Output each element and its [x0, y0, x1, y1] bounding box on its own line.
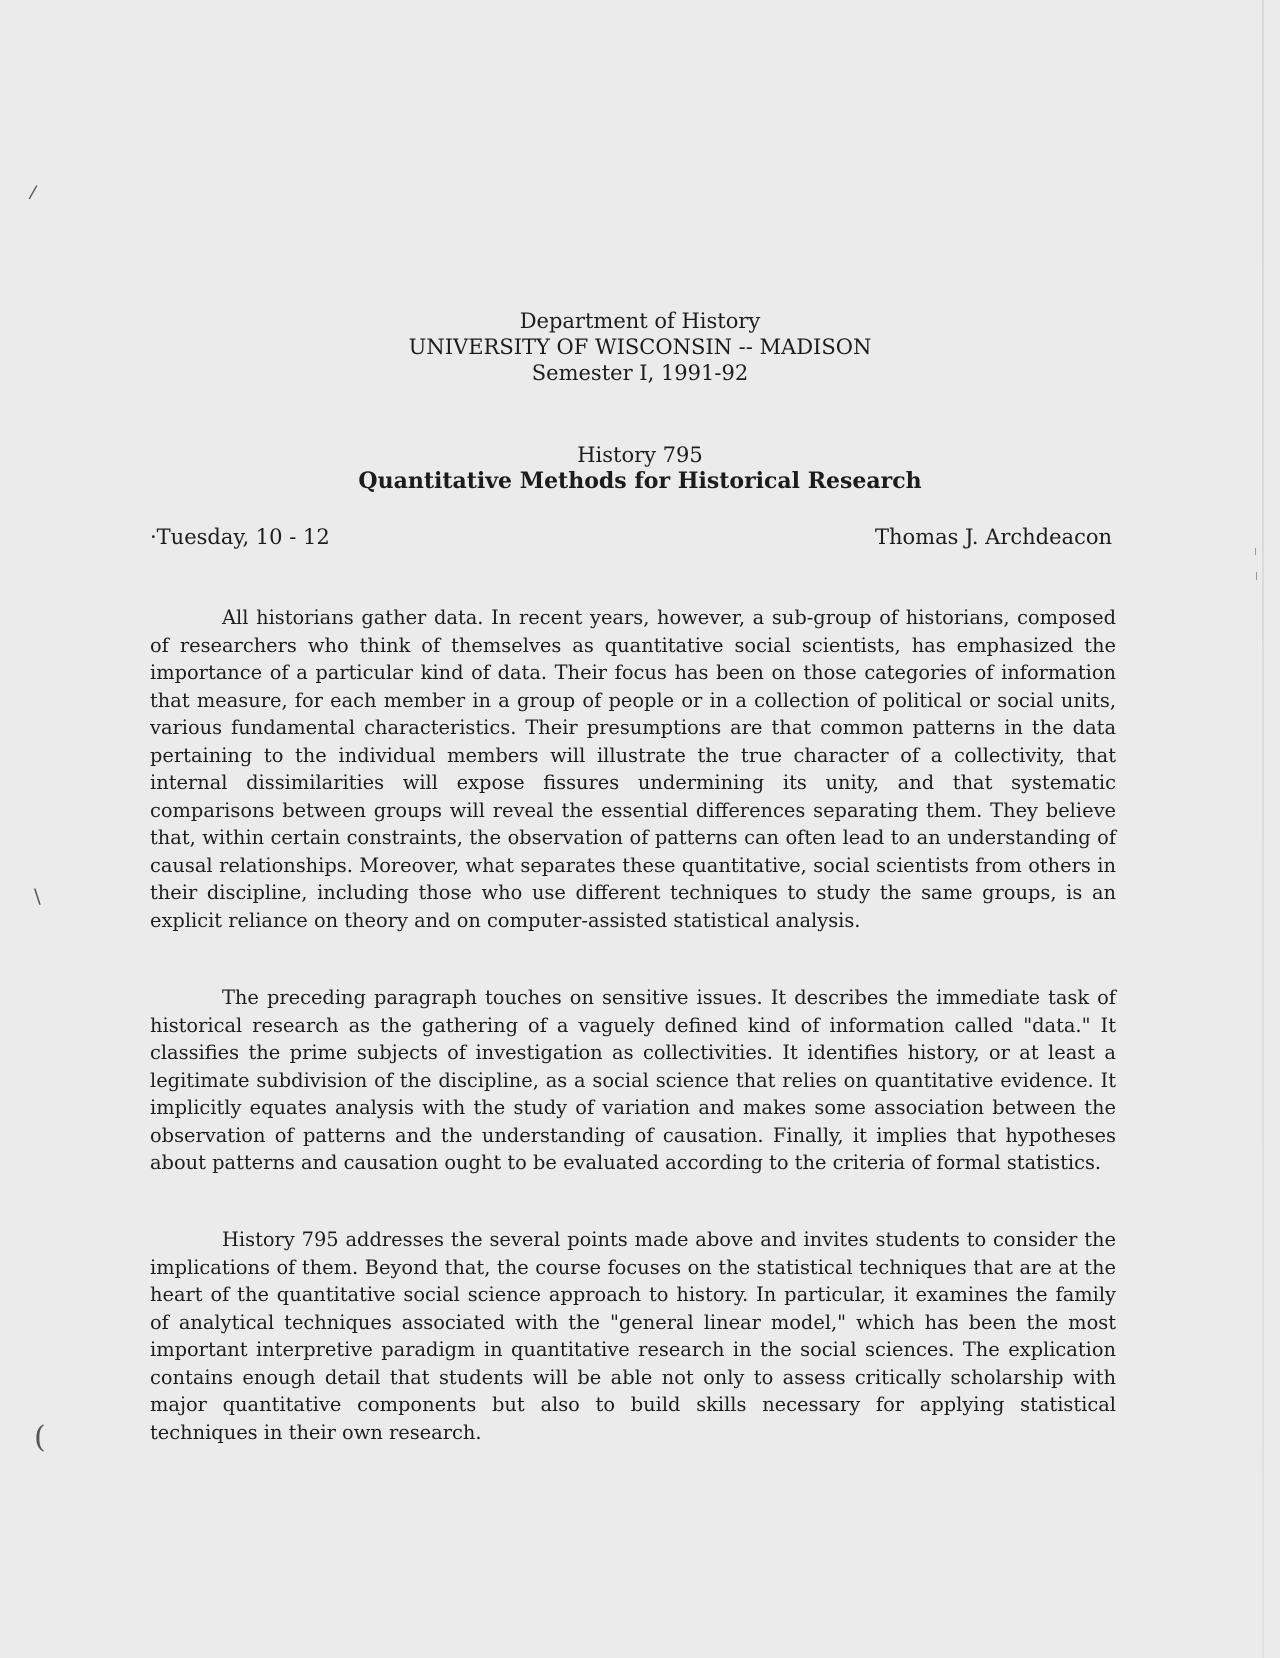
university-name: UNIVERSITY OF WISCONSIN -- MADISON	[408, 335, 872, 359]
margin-mark-middle: \	[34, 884, 41, 908]
semester: Semester I, 1991-92	[531, 361, 749, 385]
body-paragraph-1: All historians gather data. In recent years, however, a sub-group of historians, composed of researchers who think of themselves as quantitative social scientists, has emphasized the importance of a particular kind of data. Their focus has been on those categories of information that measure, for each member in a group of people or in a collection of political or social units, various fundamental characteristics. Their presumptions are that common patterns in the data pertaining to the individual members will illustrate the true character of a collectivity, that internal dissimilarities will expose fissures undermining its unity, and that systematic comparisons between groups will reveal the essential differences separating them. They believe that, within certain constraints, the observation of patterns can often lead to an understanding of causal relationships. Moreover, what separates these quantitative, social scientists from others in their discipline, including those who use different techniques to study the same groups, is an explicit reliance on theory and on computer-assisted statistical analysis.	[150, 606, 1116, 932]
department-header	[0, 308, 1280, 386]
margin-mark-top: /	[27, 181, 39, 204]
class-schedule: ·Tuesday, 10 - 12	[150, 525, 330, 549]
body-paragraph-3: History 795 addresses the several points made above and invites students to consider the implications of them. Beyond that, the course focuses on the statistical techniques that are at the heart of the quantitative social science approach to history. In particular, it examines the family of analytical techniques associated with the "general linear model," which has been the most important interpretive paradigm in quantitative research in the social sciences. The explication contains enough detail that students will be able not only to assess critically scholarship with major quantitative components but also to build skills necessary for applying statistical techniques in their own research.	[150, 1228, 1116, 1444]
instructor-name: Thomas J. Archdeacon	[874, 525, 1112, 549]
margin-mark-bottom: (	[34, 1420, 46, 1455]
scan-edge	[1262, 0, 1264, 1658]
scan-speck	[1255, 548, 1256, 555]
course-title: Quantitative Methods for Historical Research	[358, 468, 922, 494]
body-paragraph-2: The preceding paragraph touches on sensitive issues. It describes the immediate task of historical research as the gathering of a vaguely defined kind of information called "data." It classifies the prime subjects of investigation as collectivities. It identifies history, or at least a legitimate subdivision of the discipline, as a social science that relies on quantitative evidence. It implicitly equates analysis with the study of variation and makes some association between the observation of patterns and the understanding of causation. Finally, it implies that hypotheses about patterns and causation ought to be evaluated according to the criteria of formal statistics.	[150, 986, 1116, 1174]
course-header	[0, 442, 1280, 494]
course-number: History 795	[577, 443, 703, 467]
scan-speck	[1256, 572, 1257, 580]
department-name: Department of History	[519, 309, 761, 333]
